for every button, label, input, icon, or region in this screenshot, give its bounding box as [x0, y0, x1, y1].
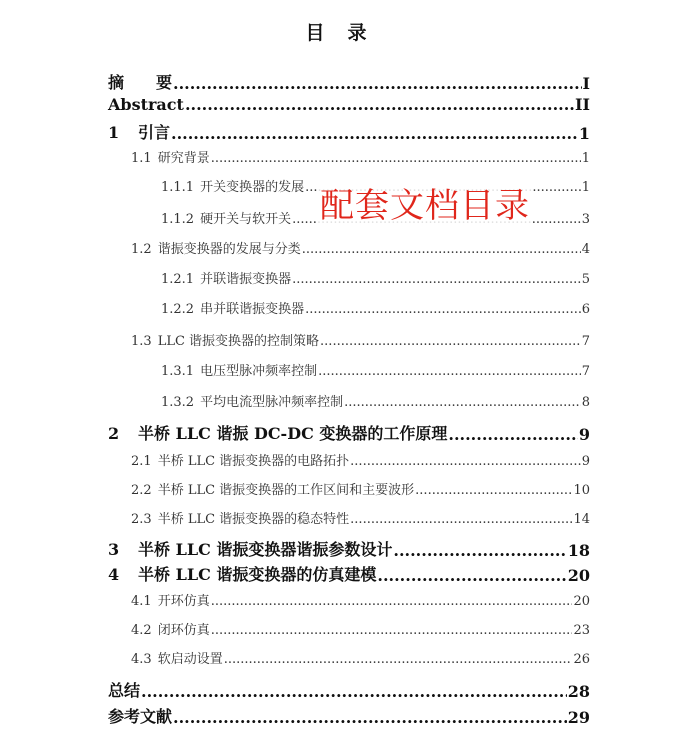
toc-entry-page: 3 [581, 212, 590, 227]
toc-leader-dots [320, 334, 581, 349]
toc-entry-number: 1.3.2 [161, 395, 195, 410]
toc-entry-text: 半桥 LLC 谐振变换器的电路拓扑 [157, 454, 350, 469]
toc-leader-dots [448, 425, 577, 444]
toc-entry-label [131, 648, 223, 667]
toc-entry-label [108, 704, 172, 727]
toc-entry-number: 1.2.1 [161, 272, 195, 287]
toc-entry-text: 电压型脉冲频率控制 [200, 364, 318, 379]
toc-entry-label [108, 95, 184, 114]
toc-entry-text: 半桥 LLC 谐振变换器的仿真建模 [138, 565, 377, 584]
toc-entry[interactable] [108, 537, 590, 560]
toc-leader-dots [350, 454, 581, 469]
toc-entry-label [131, 508, 349, 527]
toc-entry-label [161, 391, 343, 410]
toc-entry[interactable] [131, 590, 590, 609]
toc-entry-label [108, 421, 447, 444]
toc-entry-text: 参考文献 [108, 707, 173, 726]
toc-entry-number: 1.1.1 [161, 180, 195, 195]
toc-entry-text: 并联谐振变换器 [200, 272, 292, 287]
toc-leader-dots [211, 151, 581, 166]
toc-entry-label [131, 619, 210, 638]
toc-entry[interactable] [161, 268, 590, 287]
toc-entry-label [108, 537, 392, 560]
toc-entry[interactable] [161, 391, 590, 410]
toc-entry-label [131, 590, 210, 609]
toc-entry-label [161, 208, 291, 227]
toc-entry-page: 20 [573, 594, 590, 609]
toc-entry-number: 2.3 [131, 512, 152, 527]
toc-entry-text: 半桥 LLC 谐振 DC-DC 变换器的工作原理 [138, 424, 448, 443]
toc-entry-page: 7 [581, 364, 590, 379]
toc-leader-dots [344, 395, 581, 410]
toc-entry[interactable] [108, 120, 590, 143]
toc-entry-number: 1.3.1 [161, 364, 195, 379]
toc-entry-page: 1 [581, 151, 590, 166]
toc-entry-page: 8 [581, 395, 590, 410]
toc-leader-dots [305, 302, 581, 317]
toc-entry-number: 2 [108, 424, 120, 443]
toc-leader-dots [415, 483, 572, 498]
toc-entry[interactable] [131, 508, 590, 527]
toc-entry-number: 2.2 [131, 483, 152, 498]
toc-entry[interactable] [161, 360, 590, 379]
toc-entry-page: 9 [578, 425, 590, 444]
toc-entry-text: 半桥 LLC 谐振变换器的稳态特性 [157, 512, 350, 527]
toc-entry-text: LLC 谐振变换器的控制策略 [157, 334, 320, 349]
toc-entry[interactable] [108, 562, 590, 585]
toc-entry[interactable] [108, 70, 590, 93]
toc-entry-label [161, 268, 291, 287]
toc-entry-label [161, 298, 304, 317]
toc-entry[interactable] [131, 619, 590, 638]
toc-leader-dots [377, 566, 566, 585]
toc-entry-text: 引言 [138, 123, 171, 142]
toc-leader-dots [185, 95, 574, 114]
toc-entry[interactable] [131, 479, 590, 498]
toc-entry-label [108, 70, 172, 93]
toc-entry-text: 硬开关与软开关 [200, 212, 292, 227]
toc-entry-number: 4 [108, 565, 120, 584]
toc-entry-page: 7 [581, 334, 590, 349]
toc-entry-page: 6 [581, 302, 590, 317]
toc-entry-number: 1.3 [131, 334, 152, 349]
toc-entry[interactable] [108, 421, 590, 444]
toc-entry-label [131, 479, 414, 498]
toc-entry-text: 软启动设置 [157, 652, 223, 667]
toc-entry-page: I [582, 74, 590, 93]
toc-entry-page: 1 [578, 124, 590, 143]
toc-entry-page: 9 [581, 454, 590, 469]
toc-entry-text: 平均电流型脉冲频率控制 [200, 395, 344, 410]
toc-entry-number: 4.3 [131, 652, 152, 667]
toc-entry-number: 2.1 [131, 454, 152, 469]
toc-entry[interactable] [131, 147, 590, 166]
toc-entry-page: 4 [581, 242, 590, 257]
toc-entry[interactable] [161, 298, 590, 317]
toc-entry-label [108, 120, 170, 143]
toc-entry-page: 28 [567, 682, 590, 701]
toc-entry[interactable] [131, 330, 590, 349]
toc-entry-text: 摘 要 [108, 73, 173, 92]
toc-entry-label [161, 360, 317, 379]
toc-entry[interactable] [108, 678, 590, 701]
toc-entry-page: 23 [573, 623, 590, 638]
toc-leader-dots [211, 623, 573, 638]
toc-entry-page: 5 [581, 272, 590, 287]
toc-entry-text: 半桥 LLC 谐振变换器的工作区间和主要波形 [157, 483, 415, 498]
toc-leader-dots [173, 74, 582, 93]
toc-leader-dots [350, 512, 572, 527]
toc-entry-text: 谐振变换器的发展与分类 [157, 242, 301, 257]
toc-entry-text: Abstract [108, 95, 184, 114]
toc-entry-page: 10 [573, 483, 590, 498]
toc-entry-number: 1.1.2 [161, 212, 195, 227]
toc-leader-dots [141, 682, 567, 701]
toc-entry-text: 串并联谐振变换器 [200, 302, 305, 317]
toc-entry-label [131, 450, 349, 469]
toc-leader-dots [318, 364, 581, 379]
toc-entry-number: 4.2 [131, 623, 152, 638]
toc-leader-dots [173, 708, 567, 727]
toc-leader-dots [224, 652, 573, 667]
toc-entry-page: 1 [581, 180, 590, 195]
toc-entry-number: 3 [108, 540, 120, 559]
toc-leader-dots [211, 594, 573, 609]
toc-entry-page: 20 [567, 566, 590, 585]
toc-entry-number: 1.2.2 [161, 302, 195, 317]
toc-entry-text: 开环仿真 [157, 594, 210, 609]
toc-entry-text: 总结 [108, 681, 141, 700]
toc-entry-label [108, 562, 376, 585]
toc-leader-dots [171, 124, 578, 143]
toc-entry[interactable] [131, 238, 590, 257]
toc-entry-page: 26 [573, 652, 590, 667]
toc-entry-text: 闭环仿真 [157, 623, 210, 638]
toc-entry-page: II [575, 95, 590, 114]
toc-entry-label [131, 147, 210, 166]
toc-entry[interactable] [108, 704, 590, 727]
toc-entry-label [108, 678, 140, 701]
toc-leader-dots [393, 541, 566, 560]
toc-entry-text: 开关变换器的发展 [200, 180, 305, 195]
toc-entry-page: 29 [567, 708, 590, 727]
toc-entry[interactable] [108, 95, 590, 114]
toc-entry-label [161, 176, 304, 195]
toc-leader-dots [302, 242, 581, 257]
toc-entry-page: 14 [573, 512, 590, 527]
toc-entry-number: 1 [108, 123, 120, 142]
toc-leader-dots [292, 272, 581, 287]
toc-entry-label [131, 330, 319, 349]
toc-entry-label [131, 238, 301, 257]
toc-entry[interactable] [131, 648, 590, 667]
toc-entry-number: 1.2 [131, 242, 152, 257]
toc-entry[interactable] [131, 450, 590, 469]
toc-entry-page: 18 [567, 541, 590, 560]
toc-entry-number: 1.1 [131, 151, 152, 166]
page-title: 目 录 [305, 22, 369, 44]
toc-entry-number: 4.1 [131, 594, 152, 609]
toc-entry-text: 半桥 LLC 谐振变换器谐振参数设计 [138, 540, 393, 559]
toc-entry-text: 研究背景 [157, 151, 210, 166]
watermark-text: 配套文档目录 [320, 186, 530, 226]
